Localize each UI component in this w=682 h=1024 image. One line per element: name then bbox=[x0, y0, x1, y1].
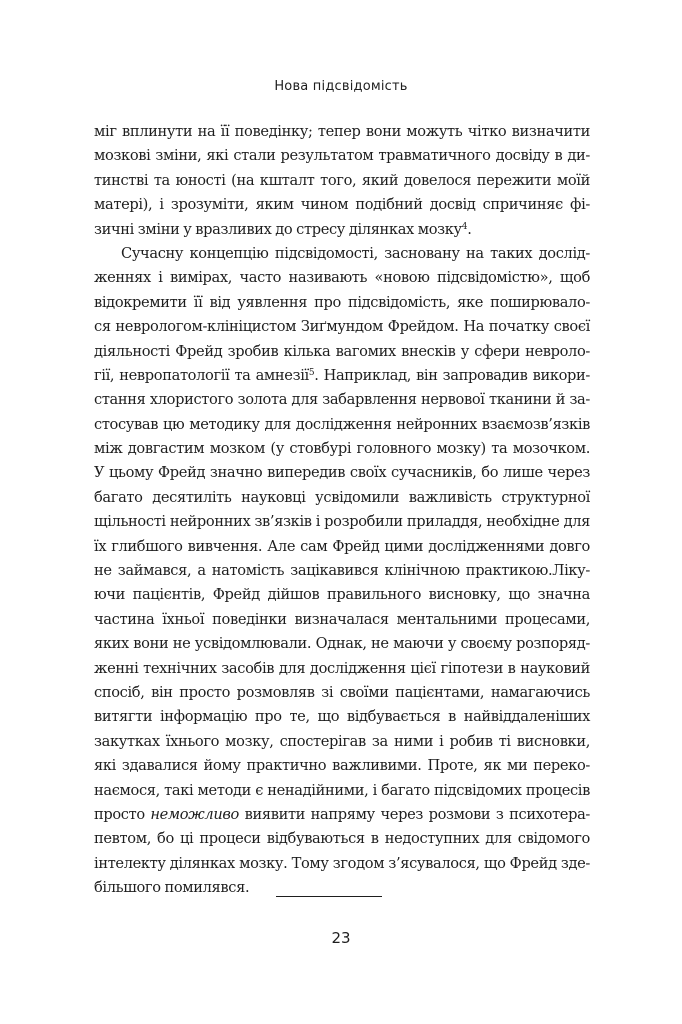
text-line: матері), і зрозуміти, яким чином подібний досвід спричиняє фі- bbox=[94, 196, 590, 214]
footnote-ref: 4 bbox=[461, 221, 468, 232]
text-line: між довгастим мозком (у стовбурі головного мозку) та мозочком. bbox=[94, 440, 590, 458]
text-line: закутках їхнього мозку, спостерігав за ними і робив ті висновки, bbox=[94, 732, 590, 750]
text-line: стання хлористого золота для забарвлення нервової тканини й за- bbox=[94, 391, 590, 409]
text-line: діяльності Фрейд зробив кілька вагомих внесків у сфери невроло- bbox=[94, 342, 590, 360]
text-line: женнях і вимірах, часто називають «новою підсвідомістю», щоб bbox=[94, 269, 590, 287]
text-line: міг вплинути на її поведінку; тепер вони можуть чітко визначити bbox=[94, 123, 590, 140]
text-fragment: виявити напряму через розмови з психотера- bbox=[238, 805, 591, 823]
text-line: женні технічних засобів для дослідження цієї гіпотези в науковий bbox=[94, 659, 590, 677]
running-head: Нова підсвідомість bbox=[274, 79, 408, 94]
text-line: Сучасну концепцію підсвідомості, засновану на таких дослід- bbox=[121, 244, 590, 262]
text-fragment: . Наприклад, він запровадив викори- bbox=[314, 366, 590, 384]
text-line bbox=[94, 803, 590, 827]
text-line: не займався, а натомість зацікавився клінічною практикою.Ліку- bbox=[94, 562, 590, 580]
footer-divider bbox=[276, 896, 382, 897]
body-text bbox=[94, 120, 590, 901]
paragraph-1 bbox=[94, 120, 590, 242]
text-line: мозкові зміни, які стали результатом травматичного досвіду в ди- bbox=[94, 147, 590, 165]
text-fragment: просто bbox=[94, 805, 151, 823]
text-line: стосував цю методику для дослідження нейронних взаємозв’язків bbox=[94, 415, 590, 433]
text-line: У цьому Фрейд значно випередив своїх сучасників, бо лише через bbox=[94, 464, 590, 482]
text-fragment: . bbox=[467, 220, 472, 238]
text-line: витягти інформацію про те, що відбувається в найвіддаленіших bbox=[94, 708, 590, 726]
text-line: ся неврологом-клініцистом Зиґмундом Фрейдом. На початку своєї bbox=[94, 318, 590, 336]
text-fragment: зичні зміни у вразливих до стресу ділянках мозку bbox=[94, 220, 462, 238]
text-line: інтелекту ділянках мозку. Тому згодом з’ясувалося, що Фрейд зде- bbox=[94, 854, 590, 872]
text-line: ючи пацієнтів, Фрейд дійшов правильного висновку, що значна bbox=[94, 586, 590, 604]
text-line: які здавалися йому практично важливими. Проте, як ми переко- bbox=[94, 757, 590, 775]
italic-word: неможливо bbox=[150, 805, 239, 823]
text-line bbox=[94, 364, 590, 388]
text-line: яких вони не усвідомлювали. Однак, не маючи у своєму розпоряд- bbox=[94, 635, 590, 653]
text-line: частина їхньої поведінки визначалася ментальними процесами, bbox=[94, 610, 590, 628]
page-number: 23 bbox=[331, 929, 351, 947]
text-line: багато десятиліть науковці усвідомили важливість структурної bbox=[94, 488, 590, 506]
text-line bbox=[94, 218, 590, 242]
text-line: наємося, такі методи є ненадійними, і багато підсвідомих процесів bbox=[94, 781, 590, 799]
text-line: щільності нейронних зв’язків і розробили приладдя, необхідне для bbox=[94, 513, 590, 531]
text-fragment: гії, невропатології та амнезії bbox=[94, 366, 309, 384]
text-line: певтом, бо ці процеси відбуваються в недоступних для свідомого bbox=[94, 830, 590, 848]
text-line: відокремити її від уявлення про підсвідомість, яке поширювало- bbox=[94, 293, 590, 311]
footnote-ref: 5 bbox=[308, 367, 315, 378]
text-line: більшого помилявся. bbox=[94, 879, 250, 897]
paragraph-2 bbox=[94, 242, 590, 901]
text-line: їх глибшого вивчення. Але сам Фрейд цими дослідженнями довго bbox=[94, 537, 590, 555]
text-line: тинстві та юності (на кшталт того, який довелося пережити моїй bbox=[94, 171, 590, 189]
text-line: спосіб, він просто розмовляв зі своїми пацієнтами, намагаючись bbox=[94, 683, 590, 701]
